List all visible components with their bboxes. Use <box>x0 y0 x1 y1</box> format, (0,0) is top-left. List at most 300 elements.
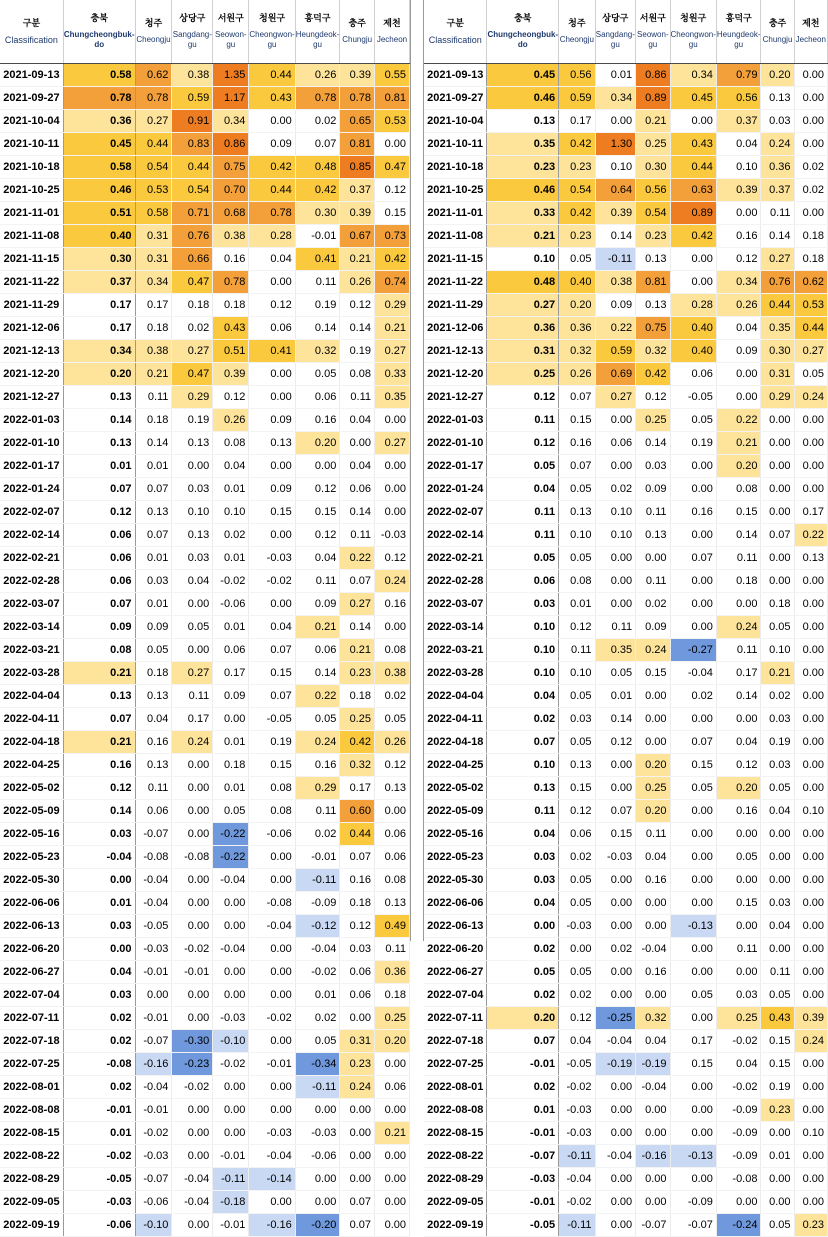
data-cell: 0.05 <box>761 983 794 1006</box>
data-cell: 0.04 <box>487 822 559 845</box>
data-cell: 0.34 <box>595 86 636 109</box>
data-cell: 0.15 <box>636 661 670 684</box>
data-cell: -0.03 <box>213 1006 249 1029</box>
row-date: 2022-06-06 <box>424 891 487 914</box>
data-cell: -0.03 <box>249 1121 295 1144</box>
data-cell: 0.59 <box>559 86 595 109</box>
data-cell: 0.11 <box>374 937 409 960</box>
data-cell: 0.03 <box>63 983 135 1006</box>
data-cell: 0.00 <box>794 914 827 937</box>
table-row <box>424 638 828 661</box>
column-header-en: Cheongju <box>559 34 594 44</box>
data-cell: 0.00 <box>595 1213 636 1236</box>
data-cell: 0.00 <box>794 707 827 730</box>
data-cell: 0.04 <box>295 546 340 569</box>
row-date: 2022-08-15 <box>424 1121 487 1144</box>
data-cell: 0.01 <box>295 983 340 1006</box>
table-row <box>424 339 828 362</box>
data-cell: 0.00 <box>794 1144 827 1167</box>
data-cell: 0.00 <box>636 914 670 937</box>
data-cell: 0.10 <box>559 523 595 546</box>
data-cell: 0.00 <box>595 753 636 776</box>
data-cell: 0.06 <box>340 960 375 983</box>
data-cell: -0.05 <box>63 1167 135 1190</box>
data-cell: 0.15 <box>761 1052 794 1075</box>
data-cell: 0.15 <box>716 891 761 914</box>
data-cell: 0.07 <box>249 638 295 661</box>
data-cell: -0.04 <box>213 868 249 891</box>
data-cell: 0.06 <box>374 1075 409 1098</box>
data-cell: 0.00 <box>172 1121 213 1144</box>
data-cell: 0.00 <box>295 1167 340 1190</box>
column-header-ko: 청주 <box>144 17 163 28</box>
data-cell: 0.11 <box>340 385 375 408</box>
data-cell: 0.48 <box>487 270 559 293</box>
data-cell: 0.21 <box>295 615 340 638</box>
data-cell: 0.89 <box>670 201 716 224</box>
table-row <box>424 270 828 293</box>
data-cell: 0.16 <box>295 753 340 776</box>
data-cell: 0.78 <box>249 201 295 224</box>
row-date: 2022-01-10 <box>424 431 487 454</box>
column-header <box>761 0 794 63</box>
table-row <box>0 615 410 638</box>
data-cell: 0.27 <box>172 661 213 684</box>
data-cell: 0.47 <box>172 362 213 385</box>
data-cell: 0.05 <box>295 362 340 385</box>
data-cell: 0.12 <box>213 385 249 408</box>
data-cell: -0.04 <box>172 1167 213 1190</box>
row-date: 2022-04-18 <box>0 730 63 753</box>
data-cell: 0.27 <box>761 247 794 270</box>
data-cell: 0.11 <box>487 500 559 523</box>
data-cell: 0.10 <box>595 500 636 523</box>
data-cell: 0.45 <box>487 63 559 86</box>
row-date: 2022-08-22 <box>0 1144 63 1167</box>
data-cell: 0.00 <box>249 937 295 960</box>
table-row <box>424 63 828 86</box>
data-cell: 0.04 <box>63 960 135 983</box>
table-row <box>424 546 828 569</box>
data-cell: 0.03 <box>172 477 213 500</box>
data-cell: 0.06 <box>340 477 375 500</box>
data-cell: 0.12 <box>374 178 409 201</box>
data-cell: 0.05 <box>761 776 794 799</box>
table-row <box>0 247 410 270</box>
table-row <box>0 339 410 362</box>
table-row <box>0 1098 410 1121</box>
data-cell: 0.40 <box>63 224 135 247</box>
data-cell: 0.00 <box>213 983 249 1006</box>
data-cell: -0.22 <box>213 845 249 868</box>
data-cell: 0.02 <box>63 1075 135 1098</box>
table-row <box>424 1213 828 1236</box>
data-cell: -0.04 <box>172 1190 213 1213</box>
data-cell: 0.00 <box>794 753 827 776</box>
data-cell: 0.00 <box>249 270 295 293</box>
data-cell: 0.13 <box>63 684 135 707</box>
table-row <box>0 914 410 937</box>
data-cell: 0.38 <box>172 63 213 86</box>
header-classification <box>424 0 487 63</box>
data-cell: -0.08 <box>249 891 295 914</box>
table-row <box>424 592 828 615</box>
data-cell: 0.09 <box>595 293 636 316</box>
table-row <box>424 132 828 155</box>
data-cell: 0.07 <box>340 1213 375 1236</box>
data-cell: 0.02 <box>374 684 409 707</box>
row-date: 2022-07-11 <box>424 1006 487 1029</box>
data-cell: 0.00 <box>716 914 761 937</box>
data-cell: 0.00 <box>249 960 295 983</box>
data-cell: 0.78 <box>340 86 375 109</box>
table-row <box>0 316 410 339</box>
row-date: 2022-02-07 <box>424 500 487 523</box>
table-row <box>0 86 410 109</box>
data-cell: 0.24 <box>794 1029 827 1052</box>
table-row <box>0 707 410 730</box>
data-cell: 0.54 <box>135 155 172 178</box>
row-date: 2021-10-25 <box>424 178 487 201</box>
row-date: 2021-10-11 <box>424 132 487 155</box>
data-cell: -0.11 <box>295 1075 340 1098</box>
data-cell: 0.00 <box>374 1098 409 1121</box>
data-cell: 0.11 <box>761 201 794 224</box>
data-cell: 0.21 <box>63 730 135 753</box>
data-cell: 0.16 <box>135 730 172 753</box>
data-cell: 0.00 <box>340 1098 375 1121</box>
data-cell: -0.02 <box>135 1121 172 1144</box>
data-cell: 0.00 <box>716 1190 761 1213</box>
data-cell: -0.06 <box>213 592 249 615</box>
row-date: 2022-06-13 <box>0 914 63 937</box>
data-cell: 0.00 <box>761 822 794 845</box>
table-row <box>0 523 410 546</box>
data-cell: 0.02 <box>295 822 340 845</box>
data-cell: 0.00 <box>794 408 827 431</box>
data-cell: 0.74 <box>374 270 409 293</box>
data-cell: 0.18 <box>716 569 761 592</box>
data-cell: 0.02 <box>595 937 636 960</box>
data-cell: 0.21 <box>374 1121 409 1144</box>
data-cell: -0.16 <box>249 1213 295 1236</box>
data-cell: 0.18 <box>213 753 249 776</box>
data-cell: -0.04 <box>249 1144 295 1167</box>
data-cell: 0.01 <box>63 454 135 477</box>
data-cell: 0.00 <box>595 891 636 914</box>
data-cell: 0.09 <box>249 477 295 500</box>
data-cell: 0.00 <box>670 247 716 270</box>
data-cell: 0.05 <box>559 247 595 270</box>
data-cell: 0.04 <box>636 1029 670 1052</box>
data-cell: 0.16 <box>670 500 716 523</box>
data-cell: 0.66 <box>172 247 213 270</box>
data-cell: 0.25 <box>374 1006 409 1029</box>
data-cell: 0.46 <box>487 86 559 109</box>
data-cell: 0.02 <box>213 523 249 546</box>
data-cell: -0.01 <box>135 1098 172 1121</box>
table-row <box>0 753 410 776</box>
data-cell: 0.08 <box>63 638 135 661</box>
data-cell: 0.00 <box>595 408 636 431</box>
data-cell: 0.27 <box>374 339 409 362</box>
data-cell: 0.01 <box>213 477 249 500</box>
data-cell: 1.17 <box>213 86 249 109</box>
data-cell: 0.00 <box>761 569 794 592</box>
table-row <box>424 224 828 247</box>
data-cell: -0.07 <box>670 1213 716 1236</box>
data-cell: 0.00 <box>63 868 135 891</box>
data-cell: 0.22 <box>716 408 761 431</box>
data-cell: 0.28 <box>249 224 295 247</box>
table-row <box>0 132 410 155</box>
data-cell: 0.13 <box>761 86 794 109</box>
data-cell: 0.35 <box>487 132 559 155</box>
table-row <box>424 454 828 477</box>
data-cell: 0.00 <box>794 592 827 615</box>
data-cell: 0.05 <box>374 707 409 730</box>
table-row <box>424 385 828 408</box>
data-cell: 0.02 <box>559 845 595 868</box>
data-cell: 0.12 <box>487 431 559 454</box>
table-row <box>0 960 410 983</box>
data-cell: 0.30 <box>761 339 794 362</box>
data-cell: 0.08 <box>559 569 595 592</box>
data-cell: 0.04 <box>213 454 249 477</box>
data-cell: 0.00 <box>670 270 716 293</box>
data-cell: 0.13 <box>487 109 559 132</box>
data-cell: 0.01 <box>213 730 249 753</box>
data-cell: 0.34 <box>213 109 249 132</box>
data-cell: 0.06 <box>213 638 249 661</box>
data-cell: 0.00 <box>670 615 716 638</box>
column-header-en: Cheongwon-gu <box>670 29 716 49</box>
data-cell: 0.15 <box>249 661 295 684</box>
data-cell: 0.00 <box>340 1006 375 1029</box>
data-cell: -0.10 <box>135 1213 172 1236</box>
data-cell: 0.01 <box>63 891 135 914</box>
column-header <box>595 0 636 63</box>
row-date: 2022-06-27 <box>0 960 63 983</box>
row-date: 2022-04-11 <box>424 707 487 730</box>
data-cell: 0.04 <box>340 454 375 477</box>
data-cell: 0.03 <box>761 707 794 730</box>
data-cell: 0.78 <box>213 270 249 293</box>
data-cell: 0.14 <box>716 684 761 707</box>
data-cell: 0.00 <box>374 1052 409 1075</box>
column-header-ko: 상당구 <box>602 12 629 23</box>
data-cell: 0.05 <box>670 408 716 431</box>
data-cell: 0.03 <box>172 546 213 569</box>
data-cell: 0.16 <box>559 431 595 454</box>
data-cell: 0.70 <box>213 178 249 201</box>
data-cell: 0.07 <box>135 477 172 500</box>
data-cell: 0.00 <box>595 546 636 569</box>
table-row <box>0 661 410 684</box>
data-cell: -0.02 <box>213 1052 249 1075</box>
column-header-ko: 흥덕구 <box>725 12 752 23</box>
data-cell: 0.35 <box>374 385 409 408</box>
data-cell: -0.04 <box>135 891 172 914</box>
data-cell: 0.39 <box>340 201 375 224</box>
data-cell: 0.07 <box>559 454 595 477</box>
data-cell: 0.00 <box>636 1121 670 1144</box>
data-cell: 0.02 <box>559 983 595 1006</box>
data-cell: 0.81 <box>636 270 670 293</box>
table-row <box>0 891 410 914</box>
data-cell: 0.00 <box>249 385 295 408</box>
data-cell: -0.04 <box>670 661 716 684</box>
data-cell: 0.06 <box>374 845 409 868</box>
data-cell: 0.07 <box>63 707 135 730</box>
data-cell: 0.00 <box>794 638 827 661</box>
column-header-ko: 충주 <box>768 17 787 28</box>
data-cell: 0.00 <box>670 822 716 845</box>
data-cell: 0.03 <box>761 753 794 776</box>
row-date: 2022-09-19 <box>0 1213 63 1236</box>
column-header-en: Chungju <box>762 34 793 44</box>
table-row <box>0 822 410 845</box>
data-cell: 0.34 <box>63 339 135 362</box>
data-cell: 0.19 <box>761 730 794 753</box>
data-cell: 0.13 <box>135 753 172 776</box>
data-cell: -0.03 <box>559 1098 595 1121</box>
row-date: 2021-11-08 <box>0 224 63 247</box>
column-header <box>340 0 375 63</box>
data-cell: -0.09 <box>295 891 340 914</box>
data-cell: 0.05 <box>487 454 559 477</box>
data-cell: -0.25 <box>595 1006 636 1029</box>
column-header-ko: 서원구 <box>639 12 666 23</box>
data-cell: -0.02 <box>295 960 340 983</box>
row-date: 2021-10-04 <box>0 109 63 132</box>
data-cell: 0.29 <box>295 776 340 799</box>
table-row <box>0 63 410 86</box>
column-header <box>213 0 249 63</box>
data-cell: 0.09 <box>636 615 670 638</box>
data-cell: 0.00 <box>794 684 827 707</box>
data-cell: -0.02 <box>249 1006 295 1029</box>
data-cell: 0.42 <box>559 132 595 155</box>
column-header-ko: 충북 <box>514 12 532 23</box>
table-row <box>424 293 828 316</box>
data-cell: 0.02 <box>794 155 827 178</box>
data-cell: 0.36 <box>487 316 559 339</box>
data-cell: 0.14 <box>340 615 375 638</box>
data-cell: -0.13 <box>670 1144 716 1167</box>
row-date: 2022-06-06 <box>0 891 63 914</box>
data-cell: 0.05 <box>559 477 595 500</box>
data-cell: 0.38 <box>135 339 172 362</box>
data-cell: 0.06 <box>135 799 172 822</box>
data-cell: 0.00 <box>340 1144 375 1167</box>
data-cell: 0.08 <box>716 477 761 500</box>
data-cell: 0.23 <box>340 1052 375 1075</box>
data-cell: 0.05 <box>559 868 595 891</box>
data-cell: -0.02 <box>63 1144 135 1167</box>
data-cell: 0.34 <box>135 270 172 293</box>
data-cell: 0.01 <box>213 615 249 638</box>
data-cell: 0.08 <box>374 868 409 891</box>
data-cell: 0.02 <box>761 684 794 707</box>
data-cell: 0.44 <box>670 155 716 178</box>
data-cell: 0.06 <box>249 316 295 339</box>
data-cell: 0.14 <box>63 408 135 431</box>
table-row <box>0 937 410 960</box>
data-cell: 0.09 <box>636 477 670 500</box>
row-date: 2021-12-13 <box>0 339 63 362</box>
data-cell: 0.03 <box>63 914 135 937</box>
data-cell: 0.00 <box>670 454 716 477</box>
data-cell: 0.28 <box>670 293 716 316</box>
table-row <box>424 684 828 707</box>
data-cell: -0.27 <box>670 638 716 661</box>
data-cell: 0.15 <box>670 753 716 776</box>
header-row <box>0 0 410 63</box>
data-cell: 0.43 <box>670 132 716 155</box>
data-cell: 0.14 <box>340 500 375 523</box>
row-date: 2021-10-25 <box>0 178 63 201</box>
data-cell: 0.00 <box>374 1144 409 1167</box>
data-cell: 0.10 <box>761 638 794 661</box>
data-cell: 0.23 <box>487 155 559 178</box>
data-cell: 0.00 <box>172 1144 213 1167</box>
row-date: 2021-11-22 <box>0 270 63 293</box>
data-cell: 0.20 <box>761 63 794 86</box>
data-cell: 0.25 <box>716 1006 761 1029</box>
data-cell: 0.00 <box>794 86 827 109</box>
table-row <box>424 178 828 201</box>
row-date: 2022-08-08 <box>424 1098 487 1121</box>
table-row <box>0 569 410 592</box>
data-cell: 0.11 <box>559 638 595 661</box>
data-cell: -0.01 <box>487 1052 559 1075</box>
data-cell: 0.38 <box>595 270 636 293</box>
data-cell: 0.16 <box>63 753 135 776</box>
data-cell: 0.42 <box>374 247 409 270</box>
data-cell: 0.00 <box>636 1167 670 1190</box>
data-cell: -0.04 <box>63 845 135 868</box>
data-cell: 0.15 <box>559 408 595 431</box>
row-date: 2022-04-25 <box>424 753 487 776</box>
data-cell: -0.04 <box>135 868 172 891</box>
data-cell: 0.04 <box>249 247 295 270</box>
data-cell: 0.23 <box>340 661 375 684</box>
row-date: 2022-02-14 <box>424 523 487 546</box>
data-cell: 0.32 <box>295 339 340 362</box>
data-cell: -0.11 <box>213 1167 249 1190</box>
data-cell: 0.27 <box>794 339 827 362</box>
data-cell: 0.00 <box>340 1121 375 1144</box>
data-cell: -0.02 <box>249 569 295 592</box>
data-cell: 0.24 <box>172 730 213 753</box>
row-date: 2022-05-23 <box>424 845 487 868</box>
data-cell: 0.00 <box>172 1006 213 1029</box>
row-date: 2022-03-21 <box>424 638 487 661</box>
data-cell: 0.39 <box>595 201 636 224</box>
data-cell: 0.00 <box>374 477 409 500</box>
data-cell: 0.56 <box>716 86 761 109</box>
data-cell: -0.03 <box>135 937 172 960</box>
row-date: 2021-12-06 <box>0 316 63 339</box>
data-cell: 0.13 <box>559 500 595 523</box>
data-cell: -0.01 <box>172 960 213 983</box>
table-row <box>0 408 410 431</box>
data-cell: -0.14 <box>249 1167 295 1190</box>
data-cell: 0.18 <box>794 224 827 247</box>
table-row <box>424 1075 828 1098</box>
table-row <box>0 270 410 293</box>
